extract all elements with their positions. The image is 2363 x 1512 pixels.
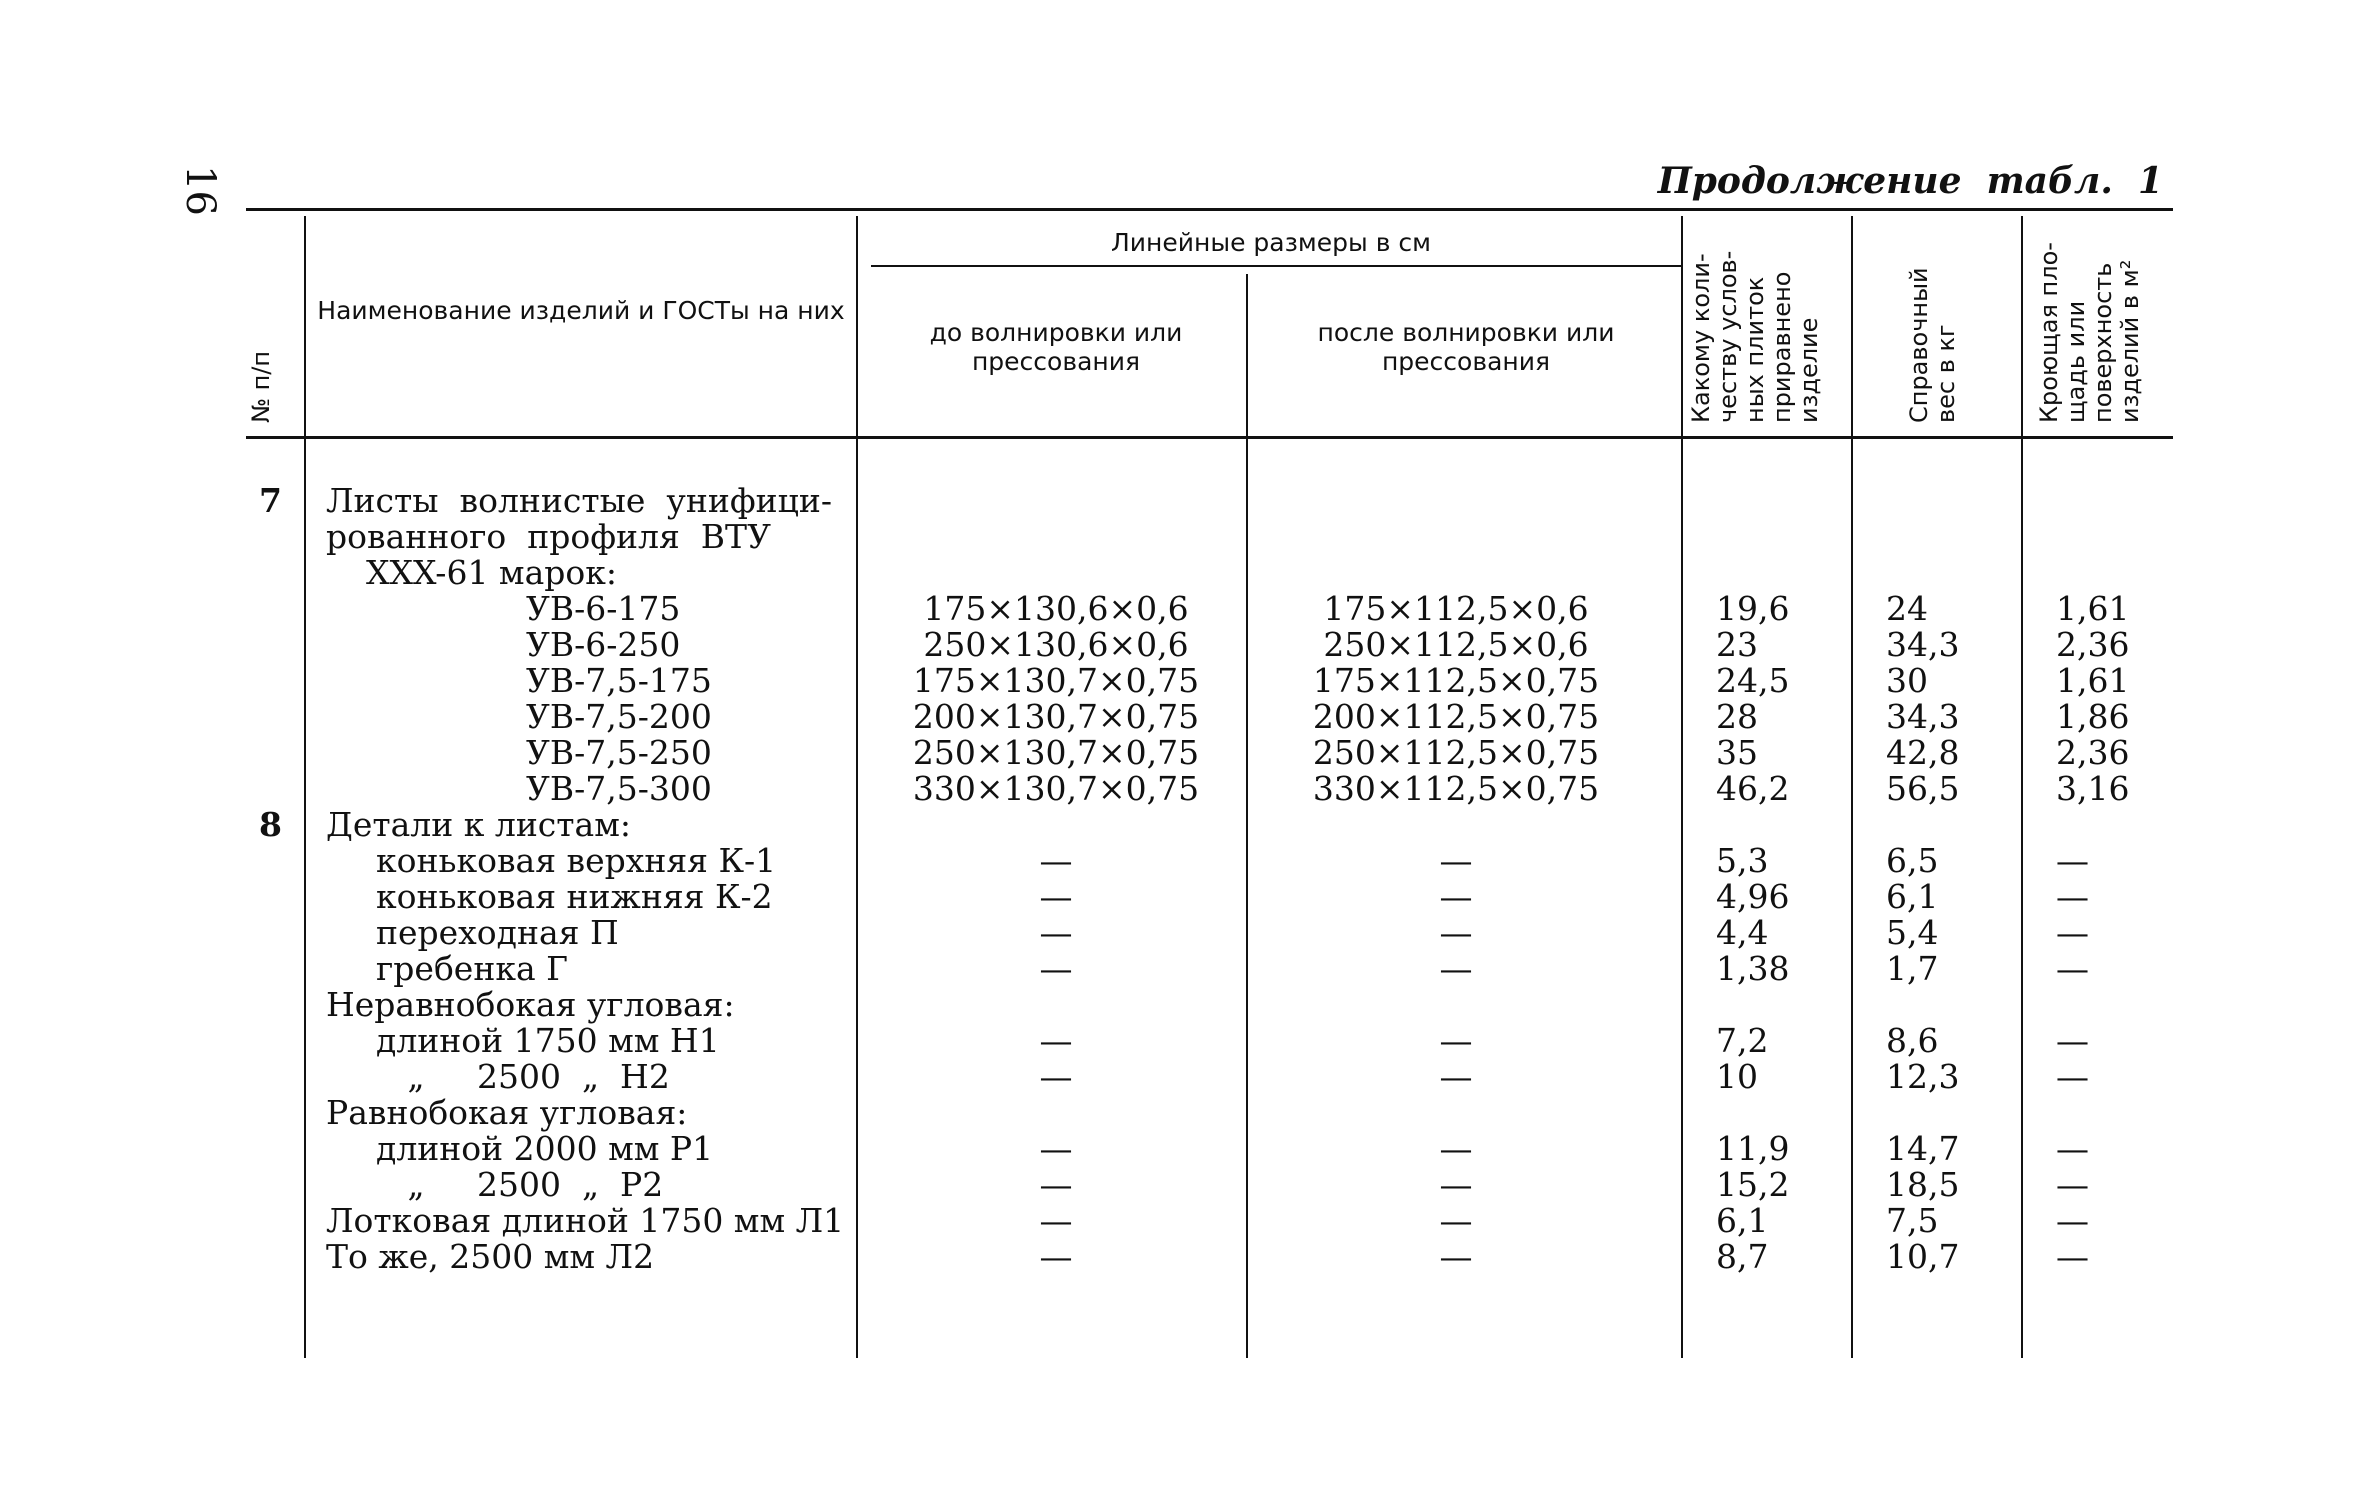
row-size-before: 250×130,7×0,75 (912, 733, 1200, 772)
row-size-after: 330×112,5×0,75 (1312, 769, 1600, 808)
row-size-before: — (1039, 1237, 1073, 1276)
header-weight (1906, 223, 1960, 423)
row-tile-count: 19,6 (1716, 589, 1790, 628)
row-name: коньковая верхняя К-1 (376, 841, 777, 880)
row-size-after: 250×112,5×0,6 (1323, 625, 1589, 664)
row-size-before: — (1039, 1057, 1073, 1096)
row-name: гребенка Г (376, 949, 568, 988)
row-size-after: — (1439, 841, 1473, 880)
header-area (2036, 223, 2144, 423)
row-area: — (2056, 1021, 2089, 1060)
table-row (246, 987, 2173, 1023)
header-area-line: изделий в м² (2116, 259, 2144, 423)
row-tile-count: 6,1 (1716, 1201, 1769, 1240)
row-name: УВ-7,5-250 (526, 733, 712, 772)
row-area: 2,36 (2056, 733, 2130, 772)
row-size-after: 250×112,5×0,75 (1312, 733, 1600, 772)
table-row (246, 663, 2173, 699)
row-tile-count: 4,96 (1716, 877, 1790, 916)
row-tile-count: 4,4 (1716, 913, 1769, 952)
row-weight: 34,3 (1886, 625, 1960, 664)
row-name: УВ-7,5-200 (526, 697, 712, 736)
row-name: длиной 1750 мм Н1 (376, 1021, 720, 1060)
row-name: коньковая нижняя К-2 (376, 877, 773, 916)
row-weight: 56,5 (1886, 769, 1960, 808)
row-size-after: — (1439, 1237, 1473, 1276)
header-weight-line: вес в кг (1932, 324, 1960, 423)
row-size-before: 200×130,7×0,75 (912, 697, 1200, 736)
products-table (246, 208, 2173, 1358)
table-row (246, 915, 2173, 951)
row-size-before: 250×130,6×0,6 (923, 625, 1189, 664)
row-weight: 8,6 (1886, 1021, 1939, 1060)
linear-dims-rule (871, 265, 1681, 267)
row-name: длиной 2000 мм Р1 (376, 1129, 714, 1168)
row-size-after: — (1439, 1057, 1473, 1096)
row-weight: 10,7 (1886, 1237, 1960, 1276)
header-count (1688, 223, 1823, 423)
row-weight: 34,3 (1886, 697, 1960, 736)
row-tile-count: 8,7 (1716, 1237, 1769, 1276)
table-row (246, 483, 2173, 519)
row-name: Детали к листам: (326, 805, 632, 844)
page-number: 16 (177, 165, 223, 216)
row-tile-count: 10 (1716, 1057, 1758, 1096)
row-size-before: 175×130,6×0,6 (923, 589, 1189, 628)
row-weight: 6,1 (1886, 877, 1939, 916)
row-size-after: — (1439, 1165, 1473, 1204)
row-weight: 5,4 (1886, 913, 1939, 952)
row-area: — (2056, 841, 2089, 880)
row-tile-count: 23 (1716, 625, 1758, 664)
row-weight: 1,7 (1886, 949, 1939, 988)
row-name: УВ-6-250 (526, 625, 681, 664)
header-count-line: честву услов- (1714, 250, 1742, 423)
row-tile-count: 46,2 (1716, 769, 1790, 808)
header-area-line: щадь или (2062, 300, 2090, 423)
header-bottom-rule (246, 436, 2173, 439)
row-size-before: — (1039, 949, 1073, 988)
table-row (246, 1023, 2173, 1059)
row-tile-count: 15,2 (1716, 1165, 1790, 1204)
table-row (246, 591, 2173, 627)
row-size-after: 175×112,5×0,6 (1323, 589, 1589, 628)
row-area: — (2056, 1237, 2089, 1276)
table-row (246, 1239, 2173, 1275)
row-area: — (2056, 913, 2089, 952)
row-weight: 24 (1886, 589, 1928, 628)
row-area: 3,16 (2056, 769, 2130, 808)
row-tile-count: 7,2 (1716, 1021, 1769, 1060)
table-row (246, 627, 2173, 663)
row-area: — (2056, 877, 2089, 916)
row-tile-count: 1,38 (1716, 949, 1790, 988)
row-name: УВ-7,5-300 (526, 769, 712, 808)
row-name: Лотковая длиной 1750 мм Л1 (326, 1201, 845, 1240)
row-name: „ 2500 „ Р2 (376, 1165, 664, 1204)
row-area: 1,61 (2056, 661, 2130, 700)
table-row (246, 735, 2173, 771)
header-weight-line: Справочный (1905, 267, 1933, 423)
table-top-rule (246, 208, 2173, 211)
row-size-before: — (1039, 877, 1073, 916)
row-name: Неравнобокая угловая: (326, 985, 735, 1024)
header-area-line: Кроющая пло- (2035, 242, 2063, 423)
row-size-after: — (1439, 1021, 1473, 1060)
row-area: — (2056, 1129, 2089, 1168)
table-row (246, 1059, 2173, 1095)
row-tile-count: 35 (1716, 733, 1758, 772)
row-area: — (2056, 1201, 2089, 1240)
table-row (246, 951, 2173, 987)
table-row (246, 1095, 2173, 1131)
header-before: до волнировки или прессования (929, 318, 1183, 376)
row-tile-count: 24,5 (1716, 661, 1790, 700)
row-size-after: — (1439, 877, 1473, 916)
row-weight: 7,5 (1886, 1201, 1939, 1240)
continuation-title: Продолжение табл. 1 (1657, 160, 2163, 202)
row-area: — (2056, 1165, 2089, 1204)
header-linear-dims: Линейные размеры в см (1111, 228, 1431, 257)
row-size-after: 200×112,5×0,75 (1312, 697, 1600, 736)
header-name: Наименование изделий и ГОСТы на них (317, 296, 845, 325)
row-area: 2,36 (2056, 625, 2130, 664)
header-count-line: Какому коли- (1687, 253, 1715, 423)
header-count-line: ных плиток (1741, 276, 1769, 423)
row-size-before: — (1039, 841, 1073, 880)
row-number: 8 (259, 805, 282, 844)
row-name: То же, 2500 мм Л2 (326, 1237, 655, 1276)
row-size-after: — (1439, 949, 1473, 988)
row-size-before: — (1039, 1165, 1073, 1204)
row-tile-count: 5,3 (1716, 841, 1769, 880)
table-body (246, 483, 2173, 1275)
row-size-after: 175×112,5×0,75 (1312, 661, 1600, 700)
row-weight: 18,5 (1886, 1165, 1960, 1204)
table-row (246, 771, 2173, 807)
row-size-before: — (1039, 913, 1073, 952)
row-number: 7 (259, 481, 282, 520)
table-row (246, 555, 2173, 591)
row-size-before: 175×130,7×0,75 (912, 661, 1200, 700)
table-row (246, 699, 2173, 735)
row-size-before: — (1039, 1129, 1073, 1168)
header-num (248, 233, 275, 423)
row-area: 1,86 (2056, 697, 2130, 736)
row-size-before: — (1039, 1201, 1073, 1240)
row-weight: 12,3 (1886, 1057, 1960, 1096)
table-row (246, 1167, 2173, 1203)
row-size-after: — (1439, 1129, 1473, 1168)
row-size-after: — (1439, 1201, 1473, 1240)
row-size-after: — (1439, 913, 1473, 952)
row-weight: 30 (1886, 661, 1928, 700)
row-weight: 6,5 (1886, 841, 1939, 880)
header-count-line: приравнено (1768, 271, 1796, 423)
row-weight: 42,8 (1886, 733, 1960, 772)
row-name: УВ-7,5-175 (526, 661, 712, 700)
row-area: — (2056, 949, 2089, 988)
table-row (246, 1131, 2173, 1167)
row-tile-count: 11,9 (1716, 1129, 1790, 1168)
row-name: рованного профиля ВТУ (326, 517, 771, 556)
row-size-before: — (1039, 1021, 1073, 1060)
row-size-before: 330×130,7×0,75 (912, 769, 1200, 808)
table-row (246, 519, 2173, 555)
row-name: переходная П (376, 913, 619, 952)
row-area: 1,61 (2056, 589, 2130, 628)
row-name: „ 2500 „ Н2 (376, 1057, 670, 1096)
header-area-line: поверхность (2089, 262, 2117, 423)
header-after: после волнировки или прессования (1317, 318, 1615, 376)
row-name: УВ-6-175 (526, 589, 681, 628)
row-name: Листы волнистые унифици- (326, 481, 833, 520)
row-weight: 14,7 (1886, 1129, 1960, 1168)
header-num-label: № п/п (247, 350, 275, 423)
row-name: Равнобокая угловая: (326, 1093, 688, 1132)
header-count-line: изделие (1795, 317, 1823, 423)
row-tile-count: 28 (1716, 697, 1758, 736)
row-name: XXX-61 марок: (366, 553, 618, 592)
table-row (246, 1203, 2173, 1239)
table-row (246, 843, 2173, 879)
table-row (246, 807, 2173, 843)
table-row (246, 879, 2173, 915)
row-area: — (2056, 1057, 2089, 1096)
